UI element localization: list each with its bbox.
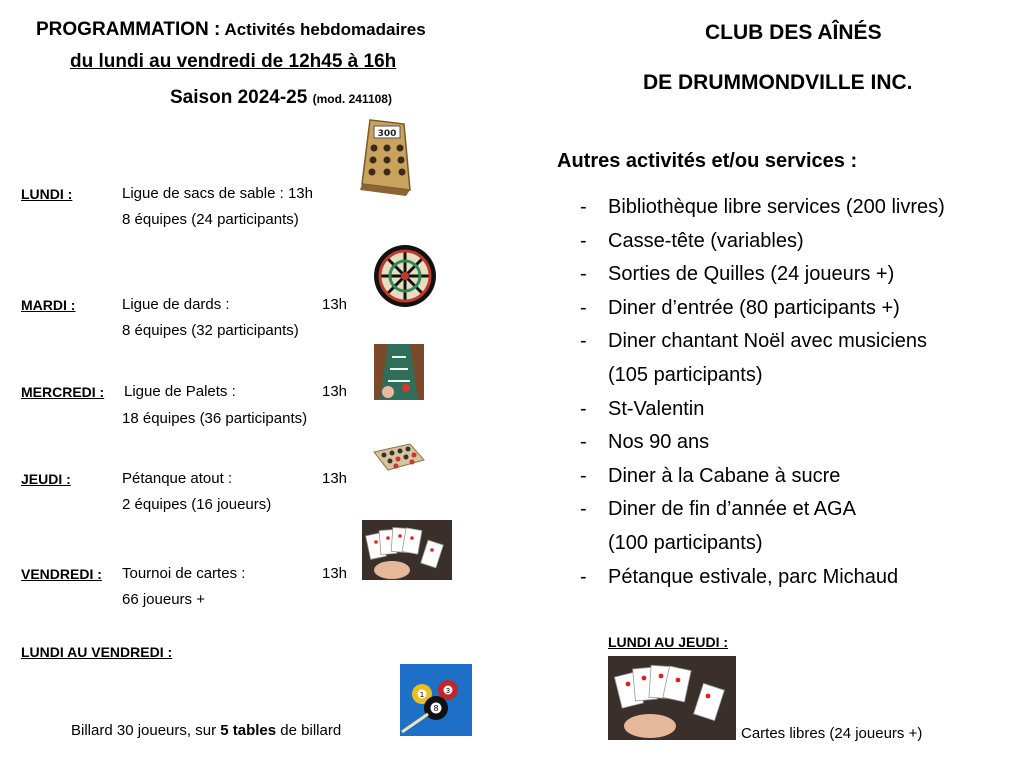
club-title-line1: CLUB DES AÎNÉS <box>705 21 882 44</box>
billiard-tables: 5 tables <box>220 722 277 739</box>
svg-text:1: 1 <box>419 691 425 699</box>
list-item <box>580 225 945 259</box>
list-bullet: - <box>580 330 587 353</box>
activity-mercredi: Ligue de Palets : <box>124 383 236 400</box>
service-text: Diner de fin d’année et AGA <box>608 498 856 521</box>
list-item <box>580 258 945 292</box>
detail-vendredi: 66 joueurs + <box>122 591 205 608</box>
detail-mardi: 8 équipes (32 participants) <box>122 322 299 339</box>
service-text: Diner d’entrée (80 participants +) <box>608 296 900 319</box>
svg-text:3: 3 <box>445 687 451 695</box>
list-bullet: - <box>580 296 587 319</box>
cards-libres-text: Cartes libres (24 joueurs +) <box>741 725 923 742</box>
list-bullet: - <box>580 263 587 286</box>
service-text: Casse-tête (variables) <box>608 229 804 252</box>
program-season <box>170 87 392 109</box>
beanbag-board-icon <box>356 118 414 198</box>
services-list <box>580 191 945 594</box>
day-mercredi: MERCREDI : <box>21 384 105 400</box>
program-title-bold: PROGRAMMATION : <box>36 19 221 40</box>
time-mardi: 13h <box>322 296 348 313</box>
program-schedule: du lundi au vendredi de 12h45 à 16h <box>70 51 397 72</box>
service-continuation: (105 participants) <box>608 363 763 386</box>
list-item <box>580 393 945 427</box>
playing-cards-icon <box>362 520 452 580</box>
service-text: Pétanque estivale, parc Michaud <box>608 565 899 588</box>
service-text: Nos 90 ans <box>608 431 710 454</box>
list-bullet: - <box>580 229 587 252</box>
time-vendredi: 13h <box>322 565 348 582</box>
list-bullet: - <box>580 498 587 521</box>
mon-thu-heading: LUNDI AU JEUDI : <box>608 634 729 650</box>
time-mercredi: 13h <box>322 383 348 400</box>
playing-cards-icon <box>608 656 736 740</box>
time-jeudi: 13h <box>322 470 348 487</box>
list-item <box>580 191 945 225</box>
service-text: Bibliothèque libre services (200 livres) <box>608 196 945 218</box>
shuffleboard-icon <box>374 344 424 400</box>
club-title-line2: DE DRUMMONDVILLE INC. <box>643 71 913 94</box>
svg-text:8: 8 <box>433 704 439 713</box>
list-bullet: - <box>580 565 587 588</box>
season-mod: (mod. 241108) <box>312 92 392 106</box>
service-text: Diner à la Cabane à sucre <box>608 464 841 487</box>
list-bullet: - <box>580 431 587 454</box>
detail-jeudi: 2 équipes (16 joueurs) <box>122 496 272 513</box>
list-bullet: - <box>580 464 587 487</box>
detail-lundi: 8 équipes (24 participants) <box>122 211 299 228</box>
list-item <box>580 493 945 527</box>
day-mardi: MARDI : <box>21 297 76 313</box>
weekdays-heading: LUNDI AU VENDREDI : <box>21 644 173 660</box>
list-item <box>580 325 945 359</box>
services-heading: Autres activités et/ou services : <box>557 150 858 172</box>
billiard-balls-icon <box>400 664 472 736</box>
petanque-atout-board-icon <box>372 442 426 472</box>
activity-jeudi: Pétanque atout : <box>122 470 233 487</box>
day-vendredi: VENDREDI : <box>21 566 102 582</box>
activity-lundi: Ligue de sacs de sable : 13h <box>122 185 313 202</box>
detail-mercredi: 18 équipes (36 participants) <box>122 410 308 427</box>
activity-vendredi: Tournoi de cartes : <box>122 565 246 582</box>
service-text: St-Valentin <box>608 397 705 420</box>
svg-text:300: 300 <box>377 129 397 139</box>
billiard-line <box>71 722 341 739</box>
day-jeudi: JEUDI : <box>21 471 71 487</box>
season-label: Saison 2024-25 <box>170 87 308 108</box>
program-title-rest: Activités hebdomadaires <box>220 20 426 39</box>
dartboard-icon <box>373 244 437 308</box>
list-item <box>580 460 945 494</box>
service-text: Diner chantant Noël avec musiciens <box>608 330 928 353</box>
day-lundi: LUNDI : <box>21 186 73 202</box>
service-continuation: (100 participants) <box>608 531 763 554</box>
list-bullet: - <box>580 196 587 218</box>
program-title <box>36 19 426 41</box>
list-item <box>580 292 945 326</box>
list-item <box>580 426 945 460</box>
service-text: Sorties de Quilles (24 joueurs +) <box>608 263 895 286</box>
billiard-text-pre: Billard 30 joueurs, sur <box>71 722 221 739</box>
activity-mardi: Ligue de dards : <box>122 296 230 313</box>
billiard-text-post: de billard <box>276 722 342 739</box>
list-bullet: - <box>580 397 587 420</box>
list-item <box>580 561 945 595</box>
